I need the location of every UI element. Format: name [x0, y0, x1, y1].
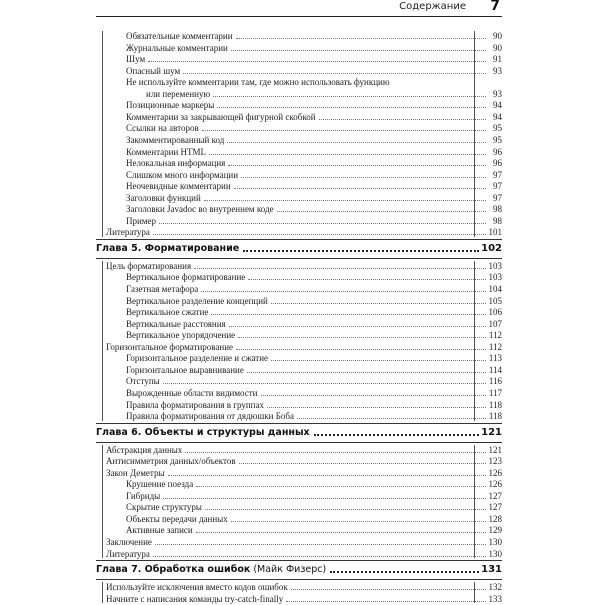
dot-leader	[319, 118, 486, 120]
entry-page-number: 95	[493, 123, 502, 134]
entry-page-number: 103	[488, 260, 502, 271]
page-column-guide	[474, 582, 475, 603]
entry-title: Абстракция данных	[106, 444, 183, 455]
entry-page-number: 133	[488, 593, 502, 604]
entry-title: Вертикальное форматирование	[126, 272, 246, 283]
entry-title: Журнальные комментарии	[126, 42, 228, 53]
indent-guide	[102, 445, 103, 559]
entry-page-number: 103	[488, 272, 502, 283]
entry-title: Вертикальные расстояния	[126, 318, 226, 329]
dot-leader	[185, 451, 486, 453]
dot-leader	[239, 462, 486, 464]
entry-page-number: 127	[488, 490, 502, 501]
entry-title: Комментарии за закрывающей фигурной скобкой	[126, 111, 316, 122]
entry-page-number: 101	[488, 227, 502, 238]
entry-title: или переменную	[146, 88, 211, 99]
toc-entry[interactable]	[126, 180, 502, 192]
entry-title: Закон Деметры	[106, 467, 165, 478]
toc-entry[interactable]	[126, 399, 502, 411]
entry-page-number: 97	[493, 192, 502, 203]
toc-entry[interactable]	[126, 501, 502, 513]
entry-page-number: 91	[493, 54, 502, 65]
dot-leader	[153, 555, 486, 557]
dot-leader	[247, 371, 486, 373]
toc-entry[interactable]	[126, 76, 502, 88]
dot-leader	[330, 570, 479, 573]
entry-page-number: 132	[488, 582, 502, 593]
toc-entry[interactable]	[106, 581, 502, 593]
entry-page-number: 104	[488, 284, 502, 294]
running-header	[96, 0, 502, 17]
chapter-rule-bottom	[96, 579, 502, 580]
entry-page-number: 117	[488, 387, 502, 398]
entry-title: Вертикальное упорядочение	[126, 330, 236, 341]
entry-title: Вертикальное сжатие	[126, 307, 209, 318]
entry-title: Горизонтальное разделение и сжатие	[126, 353, 269, 364]
toc-entry[interactable]	[106, 341, 502, 353]
toc-entry[interactable]	[126, 157, 502, 169]
toc-entry[interactable]	[126, 329, 502, 341]
entry-page-number: 96	[493, 146, 502, 157]
entry-page-number: 93	[493, 88, 502, 99]
dot-leader	[229, 325, 486, 327]
entry-title: Объекты передачи данных	[126, 513, 228, 524]
toc-entry[interactable]	[106, 455, 502, 467]
chapter-heading[interactable]	[96, 426, 502, 440]
entry-title: Правила форматирования в группах	[126, 399, 264, 410]
chapter-rule-bottom	[96, 442, 502, 443]
entry-title: Литература	[106, 548, 150, 559]
toc-entry[interactable]	[126, 478, 502, 490]
toc-entry[interactable]	[126, 352, 502, 364]
toc-entry[interactable]	[106, 444, 502, 456]
toc-entry[interactable]	[126, 111, 502, 123]
dot-leader	[153, 233, 486, 235]
entry-page-number: 130	[488, 548, 502, 559]
dot-leader	[159, 222, 486, 224]
dot-leader	[194, 267, 486, 269]
header-section-title: Содержание	[399, 1, 466, 12]
chapter-title	[96, 563, 326, 577]
entry-page-number: 95	[493, 134, 502, 145]
toc-entry[interactable]	[126, 30, 502, 42]
toc-entry[interactable]	[126, 513, 502, 525]
entry-page-number: 113	[488, 353, 502, 364]
toc-entry[interactable]	[126, 99, 502, 111]
entry-title: Цель форматирования	[106, 260, 192, 271]
entry-title: Не используйте комментарии там, где можно использовать функцию	[126, 77, 390, 88]
entry-title: Активные записи	[126, 525, 193, 536]
toc-entry[interactable]	[126, 283, 502, 295]
entry-page-number: 121	[488, 444, 502, 455]
chapter-rule-bottom	[96, 258, 502, 259]
chapter-author: (Майк Физерс)	[250, 564, 327, 576]
toc-entry[interactable]	[126, 364, 502, 376]
toc-entry[interactable]	[126, 524, 502, 536]
entry-title: Антисимметрия данных/объектов	[106, 456, 236, 467]
chapter-rule-top	[96, 560, 502, 561]
entry-page-number: 112	[488, 330, 502, 341]
entry-page-number: 112	[488, 341, 502, 352]
dot-leader	[314, 433, 479, 436]
entry-page-number: 130	[488, 537, 502, 547]
entry-page-number: 98	[493, 204, 502, 215]
dot-leader	[234, 187, 486, 189]
page-column-guide	[474, 445, 475, 559]
entry-page-number: 128	[488, 513, 502, 524]
dot-leader	[201, 290, 486, 292]
entry-title: Вырожденные области видимости	[126, 387, 258, 398]
entry-page-number: 114	[488, 364, 502, 375]
entry-title: Гибриды	[126, 490, 161, 501]
toc-entry[interactable]	[126, 215, 502, 227]
toc-entry[interactable]	[126, 203, 502, 215]
dot-leader	[393, 84, 486, 85]
toc-entry[interactable]	[126, 134, 502, 146]
toc-entry[interactable]	[126, 42, 502, 54]
entry-title: Неочевидные комментарии	[126, 181, 231, 192]
toc-entry[interactable]	[106, 593, 502, 605]
entry-title: Ссылки на авторов	[126, 123, 199, 134]
entry-page-number: 123	[488, 456, 502, 467]
chapter-title	[96, 242, 239, 256]
entry-title: Заголовки Javadoc во внутреннем коде	[126, 204, 274, 215]
dot-leader	[271, 302, 486, 304]
entry-title: Опасный шум	[126, 65, 181, 76]
entry-page-number: 90	[493, 42, 502, 53]
chapter-title	[96, 426, 310, 440]
dot-leader	[291, 588, 486, 590]
toc-entry[interactable]	[146, 88, 502, 100]
dot-leader	[217, 106, 486, 108]
page-column-guide	[474, 261, 475, 421]
entry-page-number: 116	[488, 376, 502, 387]
dot-leader	[148, 60, 486, 62]
toc-entry[interactable]	[126, 318, 502, 330]
dot-leader	[163, 382, 486, 384]
entry-title: Газетная метафора	[126, 284, 199, 294]
dot-leader	[163, 497, 486, 499]
entry-title: Заключение	[106, 537, 152, 547]
toc-entry[interactable]	[126, 375, 502, 387]
toc-entry[interactable]	[126, 306, 502, 318]
dot-leader	[231, 520, 486, 522]
dot-leader	[241, 176, 486, 178]
entry-title: Позиционные маркеры	[126, 100, 215, 111]
toc-entry[interactable]	[126, 295, 502, 307]
dot-leader	[248, 278, 486, 280]
entry-page-number: 94	[493, 100, 502, 111]
entry-title: Литература	[106, 227, 150, 238]
entry-page-number: 129	[488, 525, 502, 536]
indent-guide	[102, 261, 103, 421]
toc-entry[interactable]	[106, 548, 502, 560]
toc-entry[interactable]	[126, 387, 502, 399]
entry-title: Используйте исключения вместо кодов ошибок	[106, 582, 288, 593]
entry-title: Пример	[126, 215, 157, 226]
chapter-rule-top	[96, 423, 502, 424]
toc-entry[interactable]	[126, 192, 502, 204]
entry-page-number: 93	[493, 65, 502, 76]
header-page-number: 7	[490, 0, 500, 14]
entry-page-number: 126	[488, 467, 502, 478]
entry-page-number: 118	[488, 411, 502, 422]
dot-leader	[236, 37, 486, 39]
dot-leader	[213, 95, 486, 97]
entry-title: Правила форматирования от дядюшки Боба	[126, 411, 294, 422]
dot-leader	[183, 72, 486, 74]
toc-entry[interactable]	[106, 226, 502, 238]
entry-title: Обязательные комментарии	[126, 31, 233, 41]
toc-entry[interactable]	[126, 410, 502, 422]
chapter-page-number: 131	[481, 564, 502, 576]
entry-page-number: 90	[493, 31, 502, 41]
toc-entry[interactable]	[126, 53, 502, 65]
entry-page-number: 107	[488, 318, 502, 329]
entry-title: Отступы	[126, 376, 160, 387]
dot-leader	[228, 164, 486, 166]
entry-page-number: 97	[493, 181, 502, 192]
entry-page-number: 126	[488, 479, 502, 490]
entry-title: Слишком много информации	[126, 169, 239, 180]
toc-entry[interactable]	[126, 146, 502, 158]
entry-page-number: 106	[488, 307, 502, 318]
toc-entry[interactable]	[126, 271, 502, 283]
dot-leader	[297, 417, 486, 419]
chapter-page-number: 102	[481, 242, 502, 254]
dot-leader	[267, 406, 486, 408]
toc-entry[interactable]	[106, 536, 502, 548]
chapter-heading[interactable]	[96, 242, 502, 256]
entry-page-number: 105	[488, 295, 502, 306]
chapter-page-number: 121	[481, 426, 502, 438]
entry-title: Вертикальное разделение концепций	[126, 295, 268, 306]
toc-entry[interactable]	[126, 490, 502, 502]
entry-page-number: 98	[493, 215, 502, 226]
entry-page-number: 118	[488, 399, 502, 410]
chapter-heading[interactable]	[96, 563, 502, 577]
chapter-title-text: Глава 5. Форматирование	[96, 242, 240, 254]
dot-leader	[227, 141, 486, 143]
toc-entry[interactable]	[106, 260, 502, 272]
dot-leader	[243, 249, 479, 252]
toc-entry[interactable]	[106, 467, 502, 479]
dot-leader	[277, 210, 486, 212]
entry-title: Горизонтальное форматирование	[106, 341, 234, 352]
toc-entry[interactable]	[126, 169, 502, 181]
dot-leader	[205, 508, 486, 510]
entry-title: Нелокальная информация	[126, 158, 226, 169]
entry-title: Крушение поезда	[126, 479, 194, 490]
dot-leader	[236, 348, 486, 350]
dot-leader	[155, 543, 486, 545]
entry-page-number: 127	[488, 502, 502, 513]
entry-title: Комментарии HTML	[126, 146, 207, 157]
page-column-guide	[474, 31, 475, 237]
entry-page-number: 94	[493, 111, 502, 122]
dot-leader	[202, 129, 486, 131]
entry-title: Шум	[126, 54, 146, 65]
toc-entry[interactable]	[126, 65, 502, 77]
dot-leader	[238, 336, 486, 338]
entry-title: Закомментированный код	[126, 134, 225, 145]
chapter-rule-top	[96, 239, 502, 240]
entry-title: Горизонтальное выравнивание	[126, 364, 244, 375]
dot-leader	[196, 485, 486, 487]
dot-leader	[271, 359, 486, 361]
entry-page-number: 97	[493, 169, 502, 180]
entry-title: Начните с написания команды try-catch-finally	[106, 593, 284, 604]
dot-leader	[204, 199, 486, 201]
dot-leader	[261, 394, 486, 396]
dot-leader	[231, 49, 486, 51]
chapter-title-text: Глава 7. Обработка ошибок	[96, 564, 251, 576]
chapter-title-text: Глава 6. Объекты и структуры данных	[96, 426, 310, 438]
dot-leader	[168, 474, 486, 476]
toc-entry[interactable]	[126, 122, 502, 134]
dot-leader	[209, 153, 486, 155]
entry-title: Скрытие структуры	[126, 502, 202, 513]
indent-guide	[102, 582, 103, 603]
indent-guide	[102, 31, 103, 237]
dot-leader	[196, 531, 486, 533]
dot-leader	[211, 313, 486, 315]
entry-page-number: 96	[493, 158, 502, 169]
entry-title: Заголовки функций	[126, 192, 201, 203]
